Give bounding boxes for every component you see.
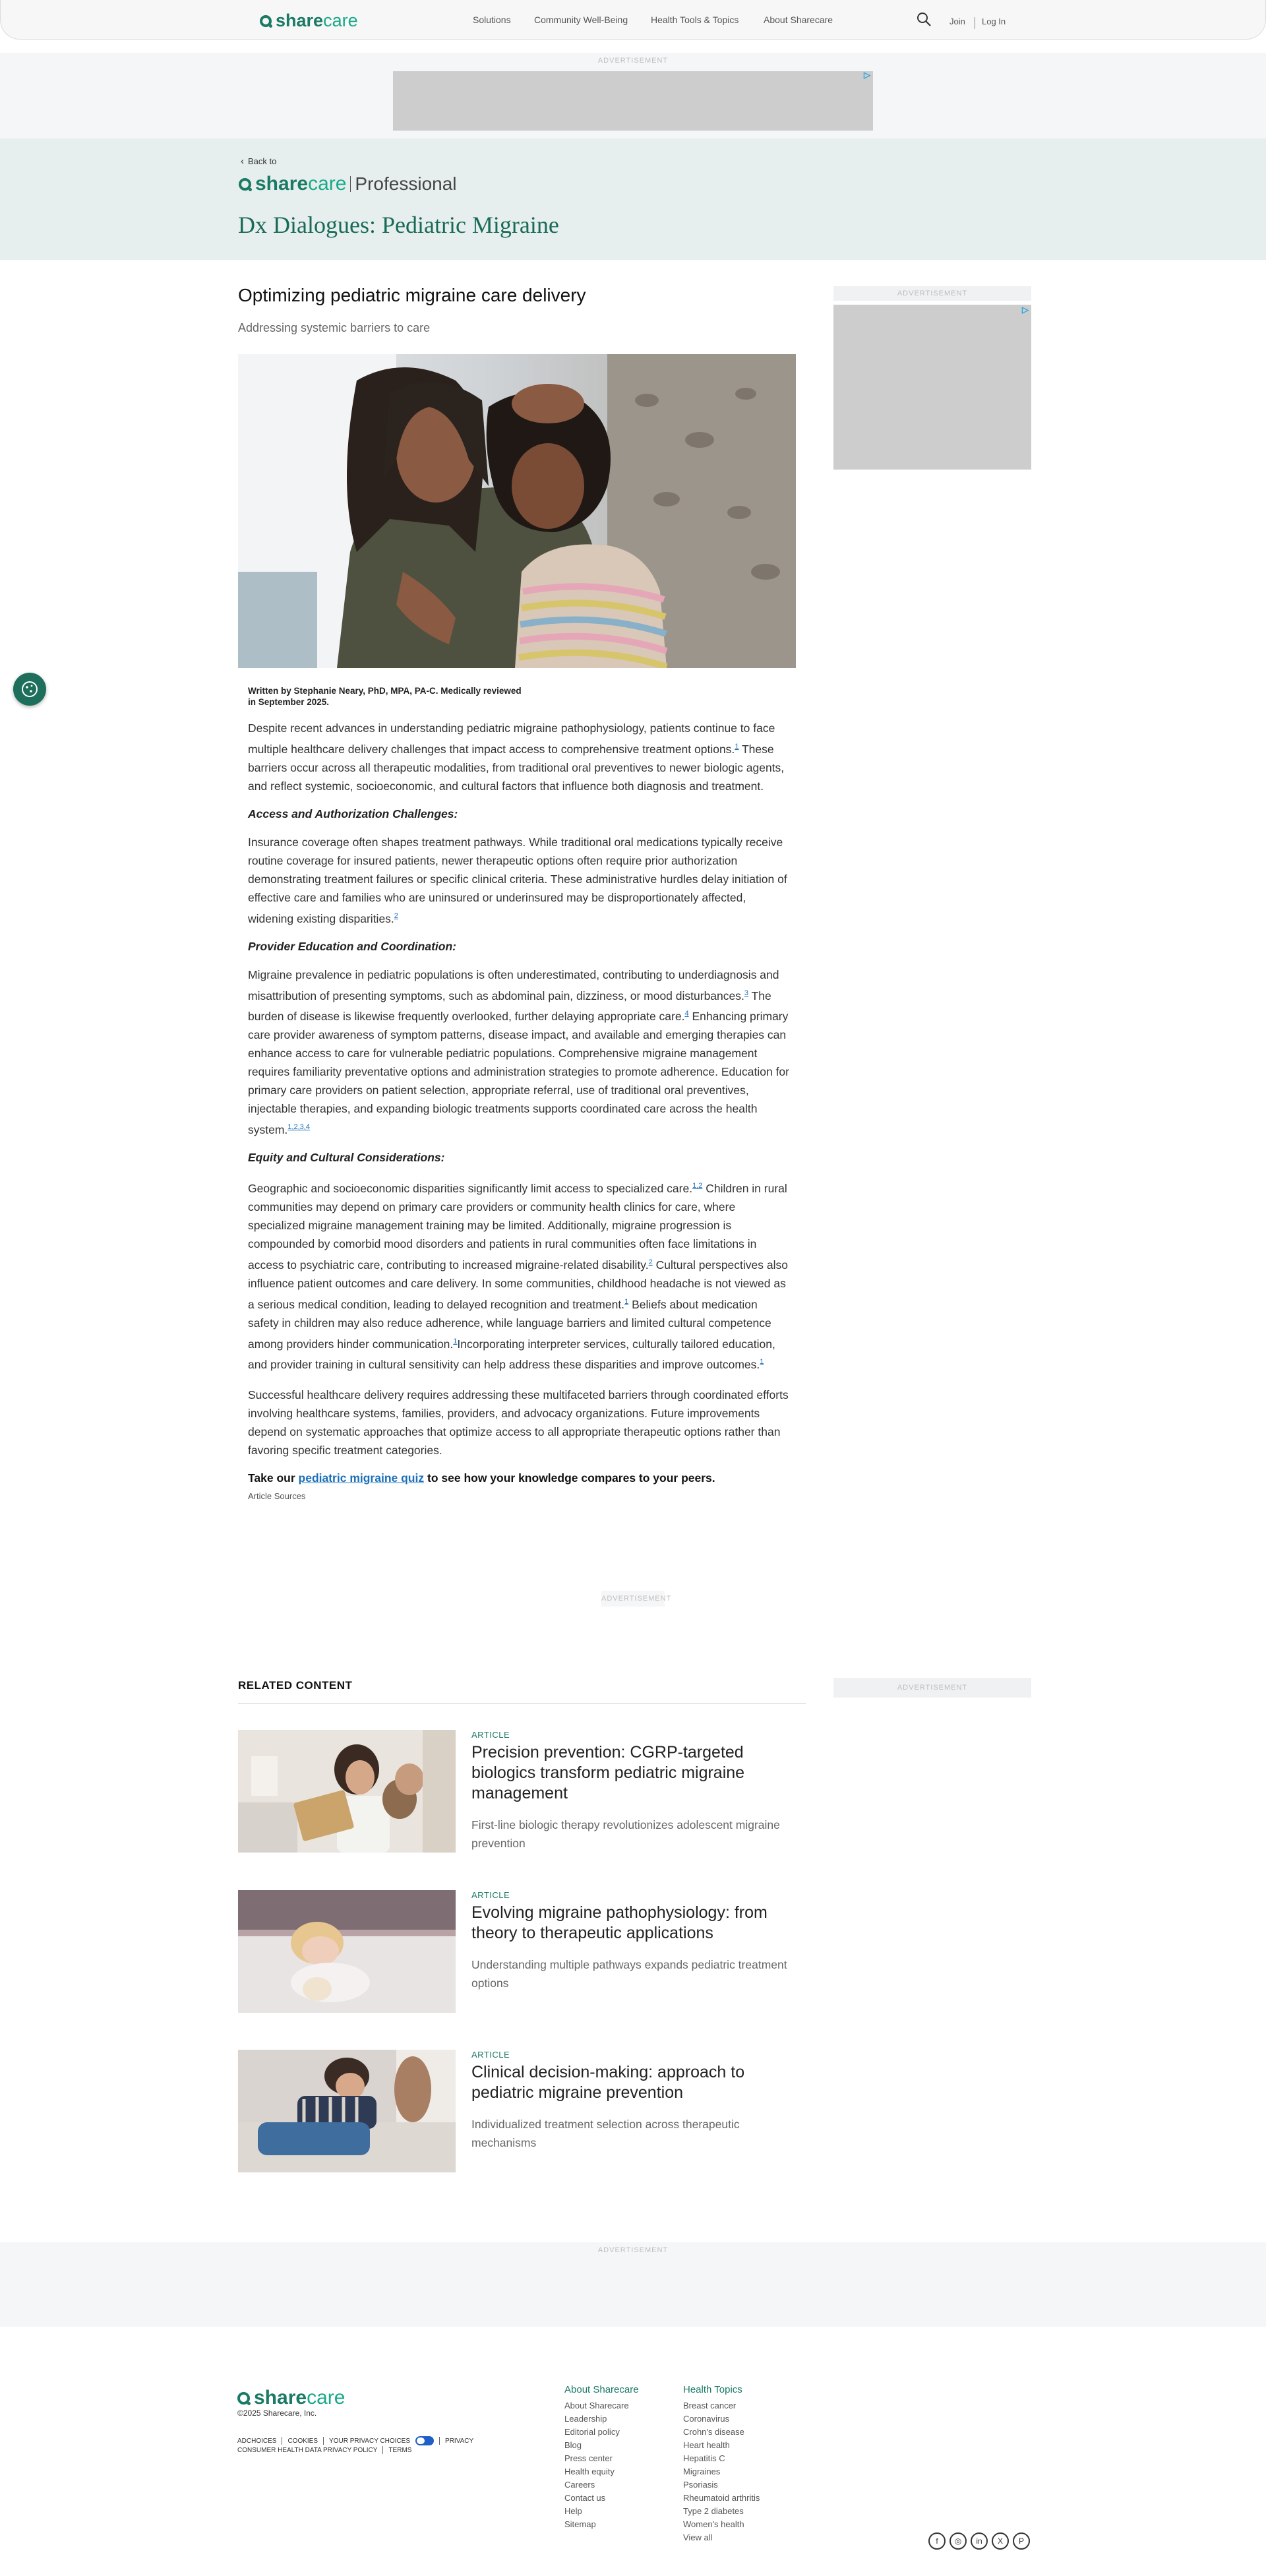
- ad-label: ADVERTISEMENT: [597, 2246, 669, 2254]
- adchoices-icon[interactable]: ▷: [1022, 305, 1029, 315]
- sidebar-ad-label: ADVERTISEMENT: [833, 286, 1031, 301]
- nav-health-tools-topics[interactable]: Health Tools & Topics: [651, 15, 739, 25]
- related-thumbnail-2[interactable]: [238, 1890, 456, 2013]
- related-title[interactable]: Evolving migraine pathophysiology: from theory to therapeutic applications: [471, 1903, 768, 1942]
- footer-column-heading: Health Topics: [683, 2384, 742, 2395]
- footer-link[interactable]: Coronavirus: [683, 2414, 730, 2424]
- footer-link[interactable]: Blog: [564, 2440, 582, 2450]
- related-content-heading: RELATED CONTENT: [238, 1679, 353, 1692]
- series-header-band: [0, 138, 1266, 260]
- article-body: [248, 719, 791, 1501]
- related-divider: [238, 1703, 806, 1704]
- footer-link[interactable]: Women's health: [683, 2519, 744, 2529]
- section-heading-access: Access and Authorization Challenges:: [248, 807, 458, 820]
- footer-link[interactable]: Hepatitis C: [683, 2453, 725, 2463]
- nav-solutions[interactable]: Solutions: [473, 15, 511, 25]
- related-kicker: ARTICLE: [471, 1890, 510, 1900]
- adchoices-icon[interactable]: ▷: [864, 70, 870, 80]
- footer-link[interactable]: Help: [564, 2506, 582, 2516]
- related-title[interactable]: Clinical decision-making: approach to pediatric migraine prevention: [471, 2063, 745, 2102]
- related-item-3[interactable]: [471, 2050, 801, 2152]
- login-link[interactable]: Log In: [982, 16, 1006, 26]
- reference-link[interactable]: 2: [394, 911, 398, 920]
- reference-link[interactable]: 1: [624, 1297, 629, 1306]
- cookie-icon: [20, 679, 40, 699]
- top-ad-slot[interactable]: [393, 71, 873, 131]
- footer-link[interactable]: About Sharecare: [564, 2401, 629, 2410]
- reference-link[interactable]: 1: [735, 743, 739, 751]
- footer-link[interactable]: Contact us: [564, 2493, 606, 2503]
- reference-link[interactable]: 3: [744, 989, 748, 997]
- footer-link[interactable]: Migraines: [683, 2467, 721, 2476]
- reference-link[interactable]: 4: [684, 1010, 689, 1018]
- search-icon[interactable]: [916, 11, 932, 27]
- footer-link[interactable]: Psoriasis: [683, 2480, 718, 2490]
- footer-about-column: [564, 2384, 639, 2531]
- article-title: Optimizing pediatric migraine care delivery: [238, 285, 586, 305]
- inline-ad-label: ADVERTISEMENT: [601, 1591, 665, 1607]
- related-description: Understanding multiple pathways expands pediatric treatment options: [471, 1958, 787, 1990]
- nav-community-well-being[interactable]: Community Well-Being: [534, 15, 628, 25]
- quiz-cta: Take our pediatric migraine quiz to see how your knowledge compares to your peers.: [248, 1471, 715, 1485]
- related-ad-label: ADVERTISEMENT: [833, 1678, 1031, 1698]
- footer-link[interactable]: Press center: [564, 2453, 613, 2463]
- footer-sharecare-logo[interactable]: share care: [237, 2387, 345, 2409]
- sharecare-logo-icon: [239, 178, 251, 191]
- consumer-health-data-privacy-link[interactable]: CONSUMER HEALTH DATA PRIVACY POLICY: [237, 2446, 378, 2454]
- footer-link[interactable]: View all: [683, 2532, 713, 2542]
- section-heading-provider: Provider Education and Coordination:: [248, 939, 456, 953]
- sharecare-logo-icon: [237, 2392, 250, 2405]
- sidebar-ad-slot[interactable]: [833, 305, 1031, 470]
- footer-legal-links-2: [237, 2446, 411, 2454]
- footer-link[interactable]: Editorial policy: [564, 2427, 620, 2437]
- terms-link[interactable]: TERMS: [388, 2446, 412, 2454]
- related-description: First-line biologic therapy revolutionizes adolescent migraine prevention: [471, 1818, 780, 1850]
- footer-link[interactable]: Type 2 diabetes: [683, 2506, 744, 2516]
- nav-about-sharecare[interactable]: About Sharecare: [764, 15, 833, 25]
- footer-column-heading: About Sharecare: [564, 2384, 639, 2395]
- footer-health-topics-column: [683, 2384, 760, 2544]
- reference-link[interactable]: 1: [453, 1337, 458, 1345]
- brand-divider: [350, 176, 351, 192]
- article-sources-toggle[interactable]: Article Sources: [248, 1491, 306, 1502]
- reference-link[interactable]: 2: [648, 1258, 653, 1266]
- ad-label: ADVERTISEMENT: [597, 57, 669, 65]
- pediatric-migraine-quiz-link[interactable]: pediatric migraine quiz: [298, 1471, 425, 1485]
- reference-link[interactable]: 1: [760, 1358, 764, 1366]
- footer-link[interactable]: Careers: [564, 2480, 595, 2490]
- related-title[interactable]: Precision prevention: CGRP-targeted biologics transform pediatric migraine management: [471, 1743, 745, 1802]
- back-link[interactable]: ‹ Back to: [241, 156, 277, 167]
- footer-link[interactable]: Crohn's disease: [683, 2427, 744, 2437]
- related-thumbnail-1[interactable]: [238, 1730, 456, 1853]
- chevron-left-icon: ‹: [241, 156, 244, 167]
- privacy-choices-toggle-icon[interactable]: [415, 2436, 434, 2445]
- sharecare-logo[interactable]: share care: [260, 11, 358, 31]
- related-item-1[interactable]: [471, 1730, 801, 1853]
- footer-link[interactable]: Health equity: [564, 2467, 615, 2476]
- footer-legal-links: [237, 2436, 473, 2445]
- privacy-link[interactable]: PRIVACY: [445, 2437, 474, 2445]
- cookie-settings-button[interactable]: [13, 673, 46, 706]
- pinterest-icon[interactable]: P: [1013, 2532, 1030, 2550]
- related-kicker: ARTICLE: [471, 1730, 510, 1740]
- x-twitter-icon[interactable]: X: [992, 2532, 1009, 2550]
- facebook-icon[interactable]: f: [928, 2532, 946, 2550]
- linkedin-icon[interactable]: in: [971, 2532, 988, 2550]
- privacy-choices-link[interactable]: YOUR PRIVACY CHOICES: [329, 2437, 411, 2445]
- reference-link[interactable]: 1,2: [692, 1182, 703, 1190]
- sharecare-professional-logo: share care Professional: [239, 173, 457, 195]
- adchoices-link[interactable]: ADCHOICES: [237, 2437, 277, 2445]
- footer-link[interactable]: Breast cancer: [683, 2401, 737, 2410]
- paragraph-access: Insurance coverage often shapes treatment pathways. While traditional oral medications typically receive routine coverage for insured patients, newer therapeutic options often require prior authorization demonstrating treatment failures or specific clinical criteria. These administrative hurdles delay initiation of effective care and families who are uninsured or underinsured may be disproportionately affected, widening existing disparities.$^2$: [248, 835, 787, 925]
- bottom-advertisement-area: [0, 2242, 1266, 2327]
- copyright: ©2025 Sharecare, Inc.: [237, 2408, 317, 2418]
- footer-link[interactable]: Leadership: [564, 2414, 607, 2424]
- instagram-icon[interactable]: ◎: [950, 2532, 967, 2550]
- reference-link[interactable]: 1,2,3,4: [287, 1123, 310, 1132]
- top-advertisement-area: [0, 53, 1266, 138]
- top-navigation-bar: [0, 0, 1266, 40]
- article-subtitle: Addressing systemic barriers to care: [238, 321, 431, 334]
- cookies-link[interactable]: COOKIES: [287, 2437, 318, 2445]
- section-heading-equity: Equity and Cultural Considerations:: [248, 1151, 445, 1165]
- related-item-2[interactable]: [471, 1890, 801, 1992]
- footer-link[interactable]: Sitemap: [564, 2519, 596, 2529]
- series-title: Dx Dialogues: Pediatric Migraine: [238, 212, 559, 238]
- sharecare-logo-icon: [260, 15, 272, 27]
- footer-link[interactable]: Heart health: [683, 2440, 730, 2450]
- join-link[interactable]: Join: [950, 16, 965, 26]
- article-byline: Written by Stephanie Neary, PhD, MPA, PA-C. Medically reviewed in September 2025.: [248, 686, 522, 707]
- hero-image-mother-comforting-child: [238, 354, 796, 668]
- paragraph-equity: Geographic and socioeconomic disparities significantly limit access to specialized care.$^{1,2}$ Children in rural communities may depend on primary care providers or community health clinics for care, where specialized migraine management training may be limited. Additionally, migraine progression is compounded by comorbid mood disorders and patients in rural communities often face limitations in access to psychiatric care, contributing to increased migraine-related disability.$^2$ Cultural perspectives also influence patient outcomes and care delivery. In some communities, childhood headache is not viewed as a serious medical condition, leading to delayed recognition and treatment.$^1$ Beliefs about medication safety in children may also reduce adherence, while language barriers and limited cultural competence among providers hinder communication.$^1$Incorporating interpreter services, culturally tailored education, and provider training in cultural sensitivity can help address these disparities and improve outcomes.$^1$: [248, 1181, 788, 1372]
- footer-link[interactable]: Rheumatoid arthritis: [683, 2493, 760, 2503]
- paragraph-provider: Migraine prevalence in pediatric populations is often underestimated, contributing to underdiagnosis and misattribution of presenting symptoms, such as abdominal pain, dizziness, or mood disturbances.$^3$ The burden of disease is likewise frequently overlooked, further delaying appropriate care.$^4$ Enhancing primary care provider awareness of symptom patterns, disease impact, and available and emerging therapies can enhance access to care for vulnerable pediatric populations. Comprehensive migraine management requires familiarity preventative options and administration strategies to promote adherence. Education for primary care providers on patient selection, appropriate referral, use of traditional oral preventives, injectable therapies, and expanding biologic treatments supports coordinated care across the health system.$^{1,2,3,4}$: [248, 967, 789, 1137]
- related-thumbnail-3[interactable]: [238, 2050, 456, 2172]
- paragraph-intro: Despite recent advances in understanding pediatric migraine pathophysiology, patients continue to face multiple healthcare delivery challenges that impact access to comprehensive treatment options.$^1$ These barriers occur across all therapeutic modalities, from traditional oral preventives to newer biologic agents, and reflect systemic, socioeconomic, and cultural factors that influence both diagnosis and treatment.: [248, 721, 785, 793]
- paragraph-conclusion: Successful healthcare delivery requires addressing these multifaceted barriers through coordinated efforts involving healthcare systems, families, providers, and advocacy organizations. Future improvements depend on systematic approaches that optimize access to all appropriate therapeutic options rather than favoring specific treatment categories.: [248, 1388, 789, 1457]
- related-kicker: ARTICLE: [471, 2050, 510, 2060]
- related-description: Individualized treatment selection across therapeutic mechanisms: [471, 2118, 740, 2149]
